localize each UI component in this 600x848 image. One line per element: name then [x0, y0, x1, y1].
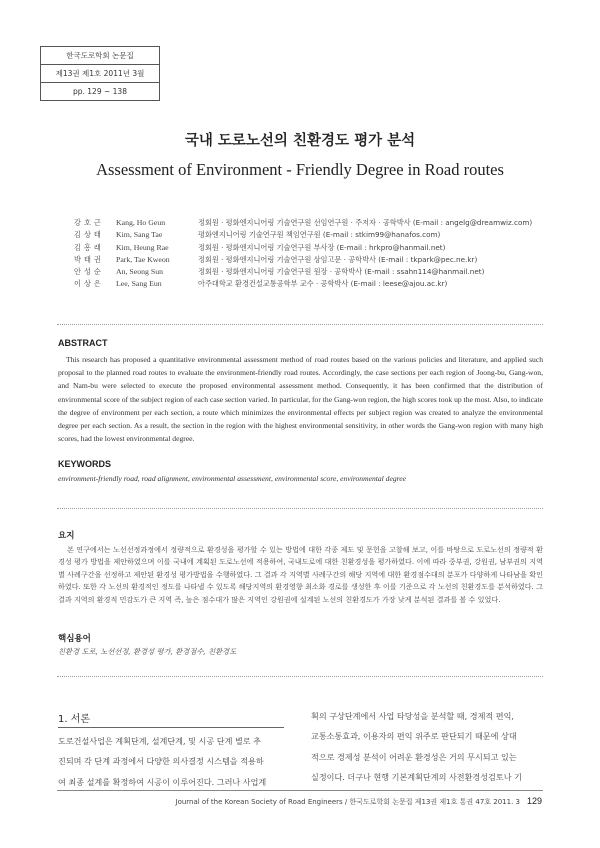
- introduction-heading: 1. 서론: [58, 714, 91, 725]
- author-name-korean: 김상태: [74, 230, 104, 240]
- intro-right-column: [311, 706, 543, 787]
- journal-volume: 제13권 제1호 2011년 3월: [41, 65, 159, 83]
- author-affiliation: 아주대학교 환경건설교통공학부 교수 · 공학박사 (E-mail : leese@ajou.ac.kr): [198, 279, 448, 289]
- keywords-korean-body: 친환경 도로, 노선선정, 환경성 평가, 환경점수, 친환경도: [58, 647, 237, 656]
- section-underline: [58, 727, 284, 728]
- dotted-divider: [57, 324, 543, 325]
- text-line: 여 최종 설계를 확정하여 시공이 이루어진다. 그러나 사업계: [58, 776, 267, 787]
- author-affiliation: 정회원 · 평화엔지니어링 기술연구원 상임고문 · 공학박사 (E-mail : tkpark@pec.ne.kr): [198, 254, 478, 264]
- abstract-body: This research has proposed a quantitative environmental assessment method of road routes based on the various policies and literature, and applied such proposal to the planned road routes to evaluate the environment-friendly road routes. Accordingly, the case sections per each region of Joong-bu, Gang-won, and Nam-bu were selected to execute the proposed environmental assessment method. Consequently, it has been confirmed that the distribution of environmental score of the subject region of each case section varied. In particular, for the Gang-won region, the high scores took up the most. Also, to indicate the degree of environment per each section, a route which minimizes the environmental effects per subject region was created to analyze the environmental degree per each section. As a result, the section in the region with the highest environmental sensitivity, in other words the Gang-won region with many high scores, had the lowest environmental degree.: [58, 355, 543, 444]
- author-name-english: An, Seong Sun: [116, 267, 164, 277]
- footer-rule: [57, 790, 543, 791]
- author-affiliation: 정회원 · 평화엔지니어링 기술연구원 원장 · 공학박사 (E-mail : ssahn114@hanmail.net): [198, 267, 485, 277]
- text-line: 진되며 각 단계 과정에서 다양한 의사결정 시스템을 적용하: [58, 756, 264, 767]
- author-name-english: Kim, Heung Rae: [116, 242, 169, 252]
- author-name-korean: 안성순: [74, 267, 104, 277]
- dotted-divider: [57, 676, 543, 677]
- author-name-korean: 김흥래: [74, 242, 104, 252]
- paper-title-english: Assessment of Environment - Friendly Degree in Road routes: [96, 160, 504, 179]
- summary-heading: 요지: [58, 531, 75, 541]
- author-affiliation: 정회원 · 평화엔지니어링 기술연구원 선임연구원 · 주저자 · 공학박사 (E-mail : angelg@dreamwiz.com): [198, 218, 533, 227]
- journal-pages: pp. 129 ~ 138: [73, 87, 127, 96]
- text-line: 획의 구상단계에서 사업 타당성을 분석할 때, 경제적 편익,: [311, 711, 514, 721]
- journal-name: 한국도로학회 논문집: [41, 47, 159, 65]
- summary-body: 본 연구에서는 노선선정과정에서 정량적으로 환경성을 평가할 수 있는 방법에 대한 각종 제도 및 문헌을 고찰해 보고, 이를 바탕으로 도로노선의 정량적 환경성 평가 방법을 제안하였으며 이를 국내에 계획된 도로노선에 적용하여, 국내도로에 대한 친환경성을 평가하였다. 이에 따라 중부권, 강원권, 남부권의 지역별 사례구간을 선정하고 제안된 환경성 평가방법을 수행하였다. 그 결과 각 지역별 사례구간의 해당 지역에 대한 환경점수대의 분포가 다양하게 나타남을 확인하였다. 또한 각 노선의 환경적인 정도를 나타낼 수 있도록 해당지역의 환경영향 최소화 경로를 생성한 후 이를 기준으로 각 노선의 친환경도를 분석하였다. 그 결과 지역의 환경적 민감도가 큰 지역 즉, 높은 점수대가 많은 지역인 강원권에 설계된 노선의 친환경도가 가장 낮게 분석된 결과를 볼 수 있었다.: [58, 545, 543, 604]
- text-line: 실정이다. 더구나 현행 기본계획단계의 사전환경성검토나 기: [311, 771, 522, 782]
- keywords-heading: KEYWORDS: [58, 459, 112, 469]
- author-name-english: Lee, Sang Eun: [116, 279, 162, 289]
- page-number: 129: [527, 796, 543, 806]
- author-name-korean: 박태권: [74, 254, 104, 264]
- intro-left-column: [58, 731, 286, 792]
- author-name-korean: 이상은: [74, 279, 104, 289]
- author-name-korean: 강호근: [74, 218, 104, 227]
- author-name-english: Kim, Sang Tae: [116, 230, 163, 240]
- keywords-body: environment-friendly road, road alignment, environmental assessment, environmental score, environmental degree: [58, 474, 407, 483]
- dotted-divider: [57, 508, 543, 509]
- author-name-english: Kang, Ho Geun: [116, 218, 166, 227]
- author-name-english: Park, Tae Kweon: [116, 254, 170, 264]
- journal-info-box: [40, 46, 160, 101]
- author-affiliation: 정회원 · 평화엔지니어링 기술연구원 부사장 (E-mail : hrkpro@hanmail.net): [198, 242, 446, 252]
- text-line: 교통소통효과, 이용자의 편익 위주로 판단되기 때문에 상대: [311, 731, 517, 742]
- keywords-korean-heading: 핵심용어: [58, 634, 91, 644]
- paper-title-korean: 국내 도로노선의 친환경도 평가 분석: [184, 133, 416, 149]
- text-line: 도로건설사업은 계획단계, 설계단계, 및 시공 단계 별로 추: [58, 736, 261, 746]
- author-affiliation: 평화엔지니어링 기술연구원 책임연구원 (E-mail : stkim99@hanafos.com): [198, 230, 441, 240]
- footer-journal-text: Journal of the Korean Society of Road Engineers / 한국도로학회 논문집 제13권 제1호 통권 47호 2011. 3: [175, 798, 520, 806]
- abstract-heading: ABSTRACT: [58, 338, 108, 348]
- text-line: 적으로 경제성 분석이 어려운 환경성은 거의 무시되고 있는: [311, 751, 517, 762]
